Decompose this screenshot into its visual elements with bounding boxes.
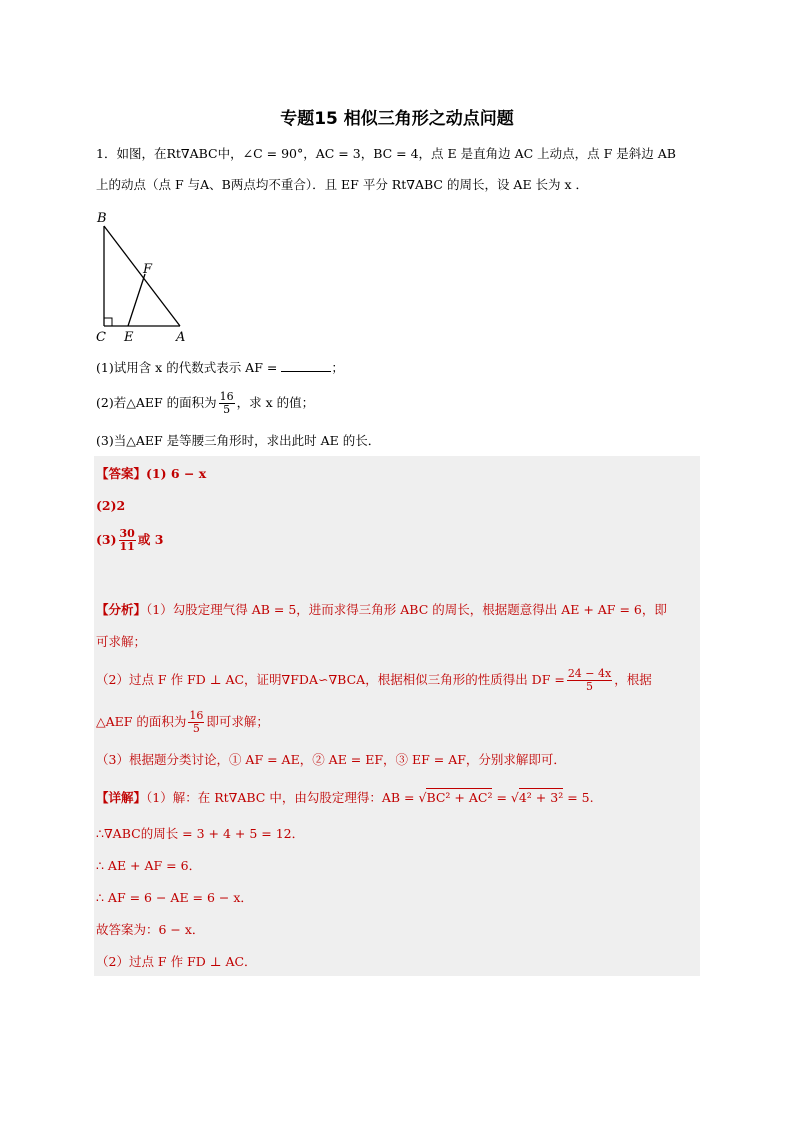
page-title: 专题15 相似三角形之动点问题 [280, 109, 514, 129]
answer-line-1: 【答案】(1) 6 − x [96, 466, 207, 481]
segment-ef [128, 274, 145, 326]
analysis-line-3: （2）过点 F 作 FD ⊥ AC，证明∇FDA∽∇BCA，根据相似三角形的性质得出 DF = $\frac{24 - 4x}{5}$ ，根据 [96, 667, 652, 693]
label-e: E [124, 330, 134, 345]
label-f: F [143, 262, 153, 277]
problem-line-2: 上的动点（点 F 与A、B两点均不重合）．且 EF 平分 Rt∇ABC 的周长，设 AE 长为 x ． [96, 177, 589, 192]
detail-line-6: （2）过点 F 作 FD ⊥ AC． [96, 954, 257, 969]
problem-line-1: 1．如图，在Rt∇ABC中，∠C = 90°，AC = 3，BC = 4，点 E 是直角边 AC 上动点，点 F 是斜边 AB [96, 146, 676, 161]
analysis-tag: 【分析】 [96, 602, 147, 617]
detail-line-2: ∴∇ABC的周长 = 3 + 4 + 5 = 12． [96, 826, 305, 841]
question-3: (3)当△AEF 是等腰三角形时，求出此时 AE 的长． [96, 433, 381, 448]
fraction-16-5: $\frac{16}{5}$ [219, 390, 234, 416]
fraction-df: $\frac{24 - 4x}{5}$ [567, 667, 612, 693]
detail-line-4: ∴ AF = 6 − AE = 6 − x． [96, 890, 253, 905]
right-angle-mark [104, 318, 112, 326]
answer-blank [281, 359, 331, 372]
analysis-line-4: △AEF 的面积为 $\frac{16}{5}$ 即可求解； [96, 709, 269, 735]
sqrt-sign-2: √ [510, 790, 519, 805]
analysis-line-2: 可求解； [96, 634, 147, 649]
fraction-30-11: $\frac{30}{11}$ [119, 527, 135, 553]
triangle-figure [94, 210, 204, 350]
detail-line-1: 【详解】（1）解：在 Rt∇ABC 中，由勾股定理得：AB = √BC² + AC² = √4² + 3² = 5. [96, 790, 594, 805]
detail-line-5: 故答案为：6 − x． [96, 922, 205, 937]
answer-line-3: (3) $\frac{30}{11}$ 或 3 [96, 527, 164, 553]
side-ab [104, 226, 180, 326]
answer-line-2: (2)2 [96, 498, 126, 513]
label-b: B [97, 211, 107, 226]
analysis-line-5: （3）根据题分类讨论，① AF = AE，② AE = EF，③ EF = AF，分别求解即可． [96, 752, 566, 767]
analysis-line-1: 【分析】（1）勾股定理气得 AB = 5，进而求得三角形 ABC 的周长，根据题意得出 AE + AF = 6，即 [96, 602, 667, 617]
detail-line-3: ∴ AE + AF = 6． [96, 858, 202, 873]
detail-tag: 【详解】 [96, 790, 147, 805]
label-c: C [96, 330, 106, 345]
answer-tag: 【答案】 [96, 466, 147, 481]
label-a: A [176, 330, 186, 345]
fraction-16-5-b: $\frac{16}{5}$ [189, 709, 204, 735]
question-2: (2)若△AEF 的面积为 $\frac{16}{5}$ ，求 x 的值； [96, 390, 315, 416]
sqrt-sign: √ [418, 790, 427, 805]
question-1: (1)试用含 x 的代数式表示 AF = ； [96, 360, 344, 375]
